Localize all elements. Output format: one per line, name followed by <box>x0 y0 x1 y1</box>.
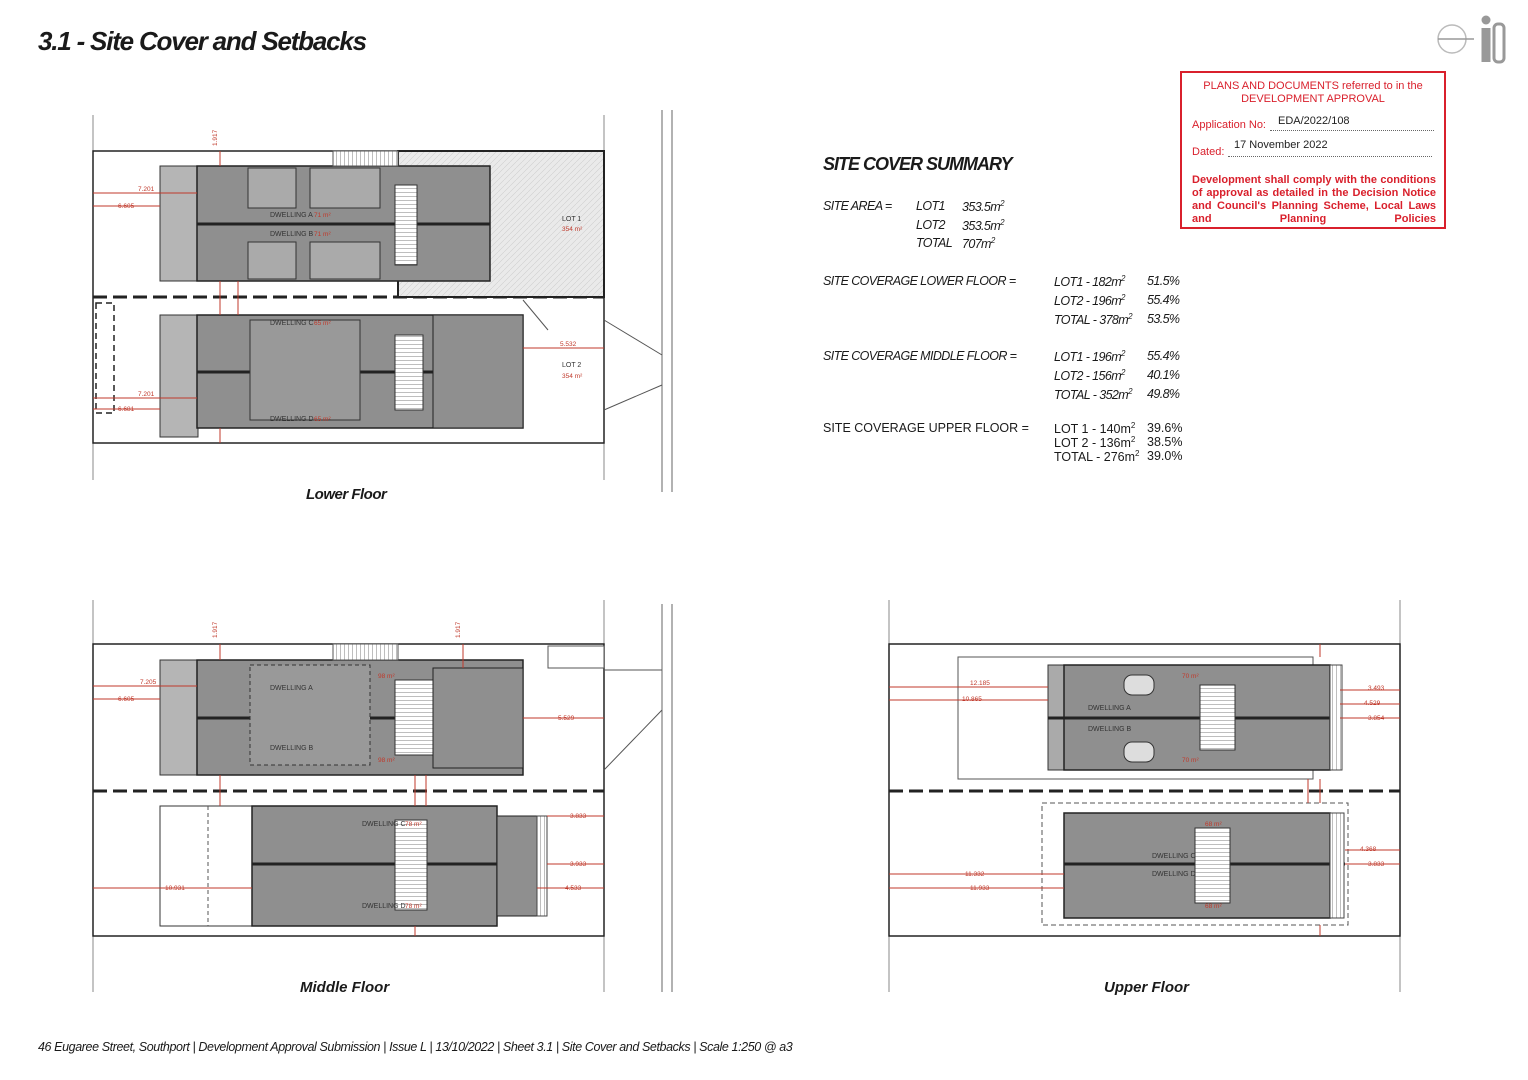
stamp-conditions: Development shall comply with the conditions of approval as detailed in the Decision Notice and Council's Planning Scheme, Local Laws and Planning Policies <box>1192 174 1436 225</box>
stamp-heading-1: PLANS AND DOCUMENTS referred to in the <box>1203 80 1423 92</box>
lower-dim-6: 1.917 <box>212 129 219 146</box>
upper-coverage-lot2: LOT $2 - 136m^2$ <box>1054 435 1136 451</box>
middle-coverage-total: TOTAL - $352m^2$ <box>1054 387 1132 403</box>
stamp-dated-value: 17 November 2022 <box>1234 139 1328 151</box>
stamp-application-line <box>1270 130 1434 131</box>
upper-dim-7: 11.933 <box>970 885 990 892</box>
site-area-lot2-value: $353.5m^2$ <box>962 218 1004 234</box>
upper-dim-9: 3.833 <box>1368 861 1385 868</box>
lower-label-c: DWELLING C <box>270 320 314 327</box>
middle-floor-plan <box>93 600 672 996</box>
upper-area-d: 68 m² <box>1205 903 1222 910</box>
lower-coverage-label: SITE COVERAGE LOWER FLOOR = <box>823 274 1016 288</box>
lower-label-lot2: LOT 2 <box>562 362 582 369</box>
upper-area-a: 70 m² <box>1182 673 1199 680</box>
lower-dim-1: 7.201 <box>138 186 155 193</box>
upper-coverage-lot1: LOT $1 - 140m^2$ <box>1054 421 1136 437</box>
middle-dim-5: 3.933 <box>570 861 587 868</box>
lower-label-lot1: LOT 1 <box>562 216 582 223</box>
upper-dim-1: 12.185 <box>970 680 990 687</box>
lower-area-b: 71 m² <box>314 231 331 238</box>
lower-label-a: DWELLING A <box>270 212 313 219</box>
lower-area-d: 65 m² <box>314 416 331 423</box>
upper-dim-5: 3.854 <box>1368 715 1385 722</box>
lower-dim-5: 6.681 <box>118 406 135 413</box>
middle-coverage-lot1-pct: 55.4% <box>1147 349 1180 363</box>
upper-area-c: 68 m² <box>1205 821 1222 828</box>
middle-label-b: DWELLING B <box>270 745 314 752</box>
middle-label-d: DWELLING D <box>362 903 406 910</box>
middle-coverage-lot1: $LOT1 - 196m^2$ <box>1054 349 1125 365</box>
stamp-heading-2: DEVELOPMENT APPROVAL <box>1241 93 1385 105</box>
lower-dim-4: 7.201 <box>138 391 155 398</box>
middle-label-a: DWELLING A <box>270 685 313 692</box>
upper-dim-2: 10.865 <box>962 696 982 703</box>
upper-label-d: DWELLING D <box>1152 871 1196 878</box>
middle-floor-caption: Middle Floor <box>300 979 390 996</box>
footer-text: 46 Eugaree Street, Southport | Development Approval Submission | Issue L | 13/10/2022 | Sheet 3.1 | Site Cover and Setbacks | Scale 1:250 @ a3 <box>38 1040 793 1054</box>
middle-dim-2: 6.605 <box>118 696 135 703</box>
middle-dim-1: 7.205 <box>140 679 157 686</box>
stamp-application-label: Application No: <box>1192 119 1266 131</box>
site-area-lot2: LOT2 <box>916 218 945 232</box>
upper-dim-8: 4.368 <box>1360 846 1377 853</box>
upper-coverage-total-pct: 39.0% <box>1147 449 1183 463</box>
lower-label-d: DWELLING D <box>270 416 314 423</box>
middle-area-a: 98 m² <box>378 673 395 680</box>
lower-area-c: 65 m² <box>314 320 331 327</box>
site-area-lot1-value: $353.5m^2$ <box>962 199 1004 215</box>
page-title: 3.1 - Site Cover and Setbacks <box>38 26 366 56</box>
upper-coverage-lot2-pct: 38.5% <box>1147 435 1183 449</box>
upper-label-b: DWELLING B <box>1088 726 1132 733</box>
middle-coverage-lot2: $LOT2 - 156m^2$ <box>1054 368 1125 384</box>
upper-coverage-lot1-pct: 39.6% <box>1147 421 1183 435</box>
summary-title: SITE COVER SUMMARY <box>823 154 1012 174</box>
upper-dim-6: 11.332 <box>965 871 985 878</box>
lower-area-a: 71 m² <box>314 212 331 219</box>
middle-dim-3: 5.529 <box>558 715 575 722</box>
lower-dim-2: 6.605 <box>118 203 135 210</box>
middle-coverage-label: SITE COVERAGE MIDDLE FLOOR = <box>823 349 1017 363</box>
middle-area-b: 98 m² <box>378 757 395 764</box>
stamp-dated-line <box>1228 156 1432 157</box>
stamp-application-value: EDA/2022/108 <box>1278 115 1350 127</box>
lower-label-b: DWELLING B <box>270 231 314 238</box>
upper-floor-plan <box>889 600 1400 996</box>
middle-area-d: 78 m² <box>405 903 422 910</box>
upper-area-b: 70 m² <box>1182 757 1199 764</box>
site-area-lot1: LOT1 <box>916 199 945 213</box>
upper-dim-3: 3.493 <box>1368 685 1385 692</box>
approval-stamp <box>1180 71 1446 229</box>
lower-coverage-lot1: $LOT1 - 182m^2$ <box>1054 274 1125 290</box>
middle-dim-4: 3.833 <box>570 813 587 820</box>
middle-dim-8: 1.917 <box>212 621 219 638</box>
lower-floor-plan <box>93 110 672 503</box>
lower-coverage-lot2-pct: 55.4% <box>1147 293 1180 307</box>
middle-dim-9: 1.917 <box>455 621 462 638</box>
upper-label-c: DWELLING C <box>1152 853 1196 860</box>
lower-coverage-lot1-pct: 51.5% <box>1147 274 1180 288</box>
middle-coverage-lot2-pct: 40.1% <box>1147 368 1180 382</box>
lower-area-lot2: 354 m² <box>562 373 583 380</box>
middle-coverage-total-pct: 49.8% <box>1147 387 1180 401</box>
upper-label-a: DWELLING A <box>1088 705 1131 712</box>
lower-coverage-lot2: $LOT2 - 196m^2$ <box>1054 293 1125 309</box>
upper-dim-4: 4.529 <box>1364 700 1381 707</box>
upper-coverage-total: TOTAL - $276m^2$ <box>1054 449 1140 465</box>
site-area-total-value: $707m^2$ <box>962 236 995 252</box>
site-area-total: TOTAL <box>916 236 953 250</box>
lower-area-lot1: 354 m² <box>562 226 583 233</box>
lower-coverage-total-pct: 53.5% <box>1147 312 1180 326</box>
site-area-label: SITE AREA = <box>823 199 892 213</box>
middle-dim-7: 10.931 <box>165 885 185 892</box>
middle-label-c: DWELLING C <box>362 821 406 828</box>
middle-area-c: 78 m² <box>405 821 422 828</box>
lower-coverage-total: TOTAL - $378m^2$ <box>1054 312 1132 328</box>
lower-dim-3: 5.532 <box>560 341 577 348</box>
stamp-dated-label: Dated: <box>1192 146 1225 158</box>
upper-floor-caption: Upper Floor <box>1104 979 1189 996</box>
upper-coverage-label: SITE COVERAGE UPPER FLOOR = <box>823 421 1029 435</box>
middle-dim-6: 4.533 <box>565 885 582 892</box>
lower-floor-caption: Lower Floor <box>306 486 387 503</box>
